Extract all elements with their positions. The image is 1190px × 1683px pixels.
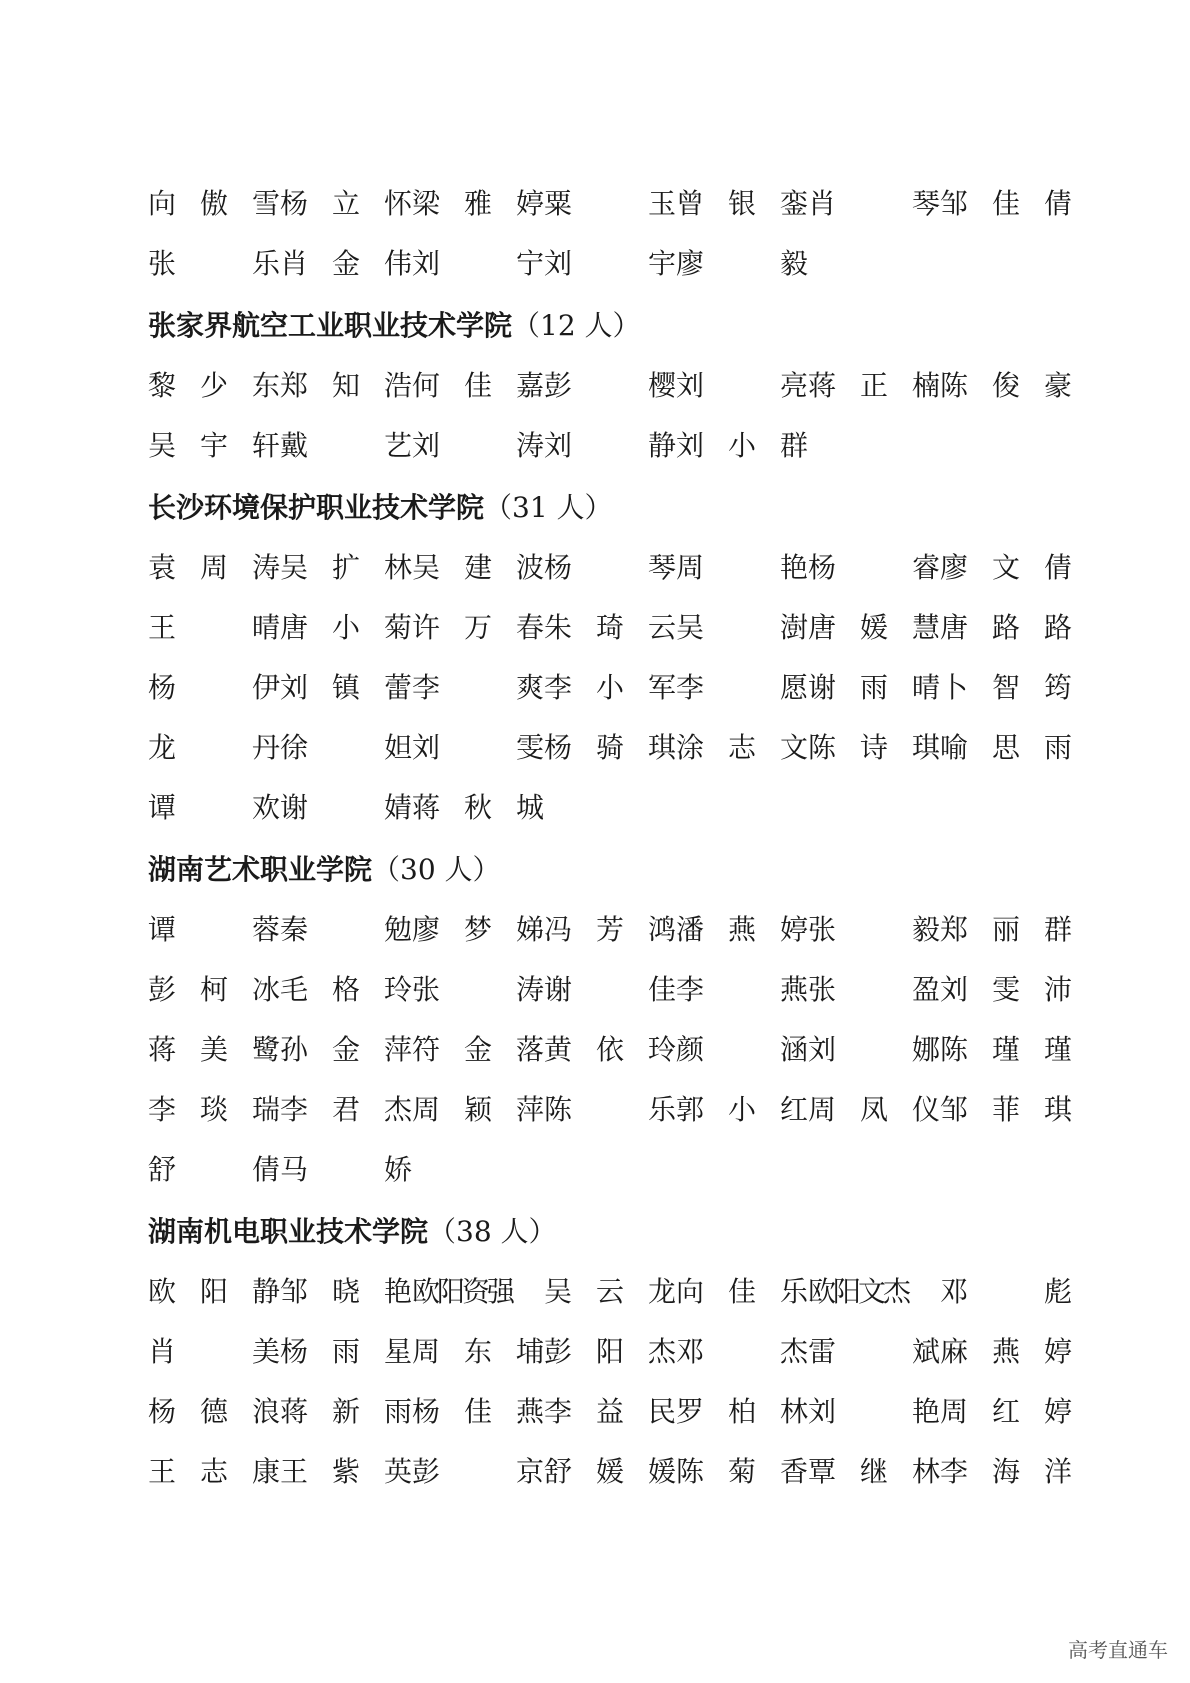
person-name: 谭 蓉 [148,913,280,946]
person-name: 喻 思 雨 [940,731,1072,764]
person-name: 曾 银 銮 [676,187,808,220]
person-name: 向 佳 乐 [676,1275,808,1308]
name-row [148,1440,1072,1500]
person-name: 彭 京 [412,1455,544,1488]
person-name: 周 红 婷 [940,1395,1072,1428]
person-name: 杨 骑 琪 [544,731,676,764]
name-row [148,656,1072,716]
person-name: 吴 澍 [676,611,808,644]
name-row [148,1380,1072,1440]
name-row [148,414,1048,474]
person-name: 谢 佳 [544,973,676,1006]
name-row [148,232,1048,292]
person-name: 李 小 军 [544,671,676,704]
person-name: 陈 瑾 瑾 [940,1033,1072,1066]
name-row [148,716,1072,776]
person-name: 周 东 埔 [412,1335,544,1368]
person-name: 谭 欢 [148,791,280,824]
person-name: 刘 宁 [412,247,544,280]
name-row [148,172,1072,232]
person-name: 陈 菊 香 [676,1455,808,1488]
person-name: 周 艳 [676,551,808,584]
person-name: 邹 佳 倩 [940,187,1072,220]
person-name: 符 金 落 [412,1033,544,1066]
person-name: 向 傲 雪 [148,187,280,220]
name-row [148,1138,1048,1198]
person-name: 廖 梦 娣 [412,913,544,946]
person-name: 陈 俊 豪 [940,369,1072,402]
person-name: 覃 继 林 [808,1455,940,1488]
person-name: 张 乐 [148,247,280,280]
section-school-name: 张家界航空工业职业技术学院 [148,309,513,342]
person-name: 蒋 美 鹭 [148,1033,280,1066]
name-row [148,1260,1072,1320]
person-name: 蒋 正 楠 [808,369,940,402]
person-name: 雷 斌 [808,1335,940,1368]
name-row [148,1078,1072,1138]
section-count: （30 人） [372,853,501,886]
person-name: 李 海 洋 [940,1455,1072,1488]
person-name: 杨 德 浪 [148,1395,280,1428]
person-name: 杨 琴 [544,551,676,584]
person-name: 欧阳文杰 [808,1275,909,1308]
person-name: 吴 建 波 [412,551,544,584]
person-name: 秦 勉 [280,913,412,946]
section-title [148,476,1048,536]
section-count: （12 人） [512,309,641,342]
person-name: 刘 宇 [544,247,676,280]
name-row [148,1320,1072,1380]
person-name: 周 颖 萍 [412,1093,544,1126]
person-name: 彭 樱 [544,369,676,402]
person-name: 邹 菲 琪 [940,1093,1072,1126]
person-name: 欧 阳 静 [148,1275,280,1308]
section-count: （38 人） [428,1215,557,1248]
person-name: 邹 晓 艳 [280,1275,412,1308]
person-name: 廖 文 倩 [940,551,1072,584]
person-name: 刘 亮 [676,369,808,402]
person-name: 谢 婧 [280,791,412,824]
name-row [148,596,1072,656]
person-name: 刘 小 群 [676,429,808,462]
name-row [148,1018,1072,1078]
person-name: 卜 智 筠 [940,671,1072,704]
person-name: 彭 柯 冰 [148,973,280,1006]
person-name: 邓 杰 [676,1335,808,1368]
person-name: 戴 艺 [280,429,412,462]
person-name: 张 毅 [808,913,940,946]
section-school-name: 长沙环境保护职业技术学院 [148,491,485,524]
person-name: 唐 小 菊 [280,611,412,644]
person-name: 邓 彪 [940,1275,1072,1308]
person-name: 吴 宇 轩 [148,429,280,462]
watermark: 高考直通车 [1068,1638,1168,1662]
person-name: 吴 云 龙 [544,1275,676,1308]
person-name: 李 君 杰 [280,1093,412,1126]
person-name: 蒋 秋 城 [412,791,544,824]
person-name: 陈 诗 琪 [808,731,940,764]
person-name: 舒 媛 媛 [544,1455,676,1488]
name-row [148,958,1072,1018]
section-title [148,294,1048,354]
person-name: 潘 燕 婷 [676,913,808,946]
person-name: 廖 毅 [676,247,808,280]
person-name: 杨 佳 燕 [412,1395,544,1428]
person-name: 李 愿 [676,671,808,704]
person-name: 欧阳资强 [412,1275,513,1308]
section-school-name: 湖南机电职业技术学院 [148,1215,429,1248]
person-name: 马 娇 [280,1153,412,1186]
person-name: 粟 玉 [544,187,676,220]
person-name: 刘 雯 [412,731,544,764]
person-name: 刘 静 [544,429,676,462]
person-name: 冯 芳 鸿 [544,913,676,946]
person-name: 涂 志 文 [676,731,808,764]
person-name: 吴 扩 林 [280,551,412,584]
person-name: 李 琰 瑞 [148,1093,280,1126]
person-name: 杨 睿 [808,551,940,584]
person-name: 黎 少 东 [148,369,280,402]
person-name: 龙 丹 [148,731,280,764]
person-name: 袁 周 涛 [148,551,280,584]
person-name: 李 爽 [412,671,544,704]
name-list-document [148,172,1072,1500]
person-name: 刘 艳 [808,1395,940,1428]
person-name: 彭 阳 杰 [544,1335,676,1368]
person-name: 周 凤 仪 [808,1093,940,1126]
person-name: 蒋 新 雨 [280,1395,412,1428]
person-name: 王 紫 英 [280,1455,412,1488]
person-name: 黄 依 玲 [544,1033,676,1066]
section-title [148,1200,1048,1260]
person-name: 何 佳 嘉 [412,369,544,402]
person-name: 肖 美 [148,1335,280,1368]
person-name: 谢 雨 晴 [808,671,940,704]
person-name: 孙 金 萍 [280,1033,412,1066]
person-name: 郑 丽 群 [940,913,1072,946]
person-name: 张 涛 [412,973,544,1006]
person-name: 李 益 民 [544,1395,676,1428]
name-row [148,898,1072,958]
person-name: 麻 燕 婷 [940,1335,1072,1368]
person-name: 肖 金 伟 [280,247,412,280]
section-count: （31 人） [484,491,613,524]
person-name: 刘 娜 [808,1033,940,1066]
person-name: 许 万 春 [412,611,544,644]
person-name: 刘 镇 蕾 [280,671,412,704]
person-name: 张 盈 [808,973,940,1006]
person-name: 王 晴 [148,611,280,644]
person-name: 唐 路 路 [940,611,1072,644]
person-name: 杨 雨 星 [280,1335,412,1368]
person-name: 朱 琦 云 [544,611,676,644]
name-row [148,536,1072,596]
person-name: 刘 涛 [412,429,544,462]
section-school-name: 湖南艺术职业学院 [148,853,373,886]
name-row [148,776,1048,836]
person-name: 颜 涵 [676,1033,808,1066]
person-name: 杨 伊 [148,671,280,704]
person-name: 郑 知 浩 [280,369,412,402]
person-name: 舒 倩 [148,1153,280,1186]
person-name: 郭 小 红 [676,1093,808,1126]
person-name: 徐 妲 [280,731,412,764]
person-name: 陈 乐 [544,1093,676,1126]
name-row [148,354,1072,414]
person-name: 毛 格 玲 [280,973,412,1006]
person-name: 李 燕 [676,973,808,1006]
person-name: 王 志 康 [148,1455,280,1488]
person-name: 刘 雯 沛 [940,973,1072,1006]
person-name: 肖 琴 [808,187,940,220]
section-title [148,838,1048,898]
person-name: 罗 柏 林 [676,1395,808,1428]
person-name: 梁 雅 婷 [412,187,544,220]
person-name: 杨 立 怀 [280,187,412,220]
person-name: 唐 媛 慧 [808,611,940,644]
